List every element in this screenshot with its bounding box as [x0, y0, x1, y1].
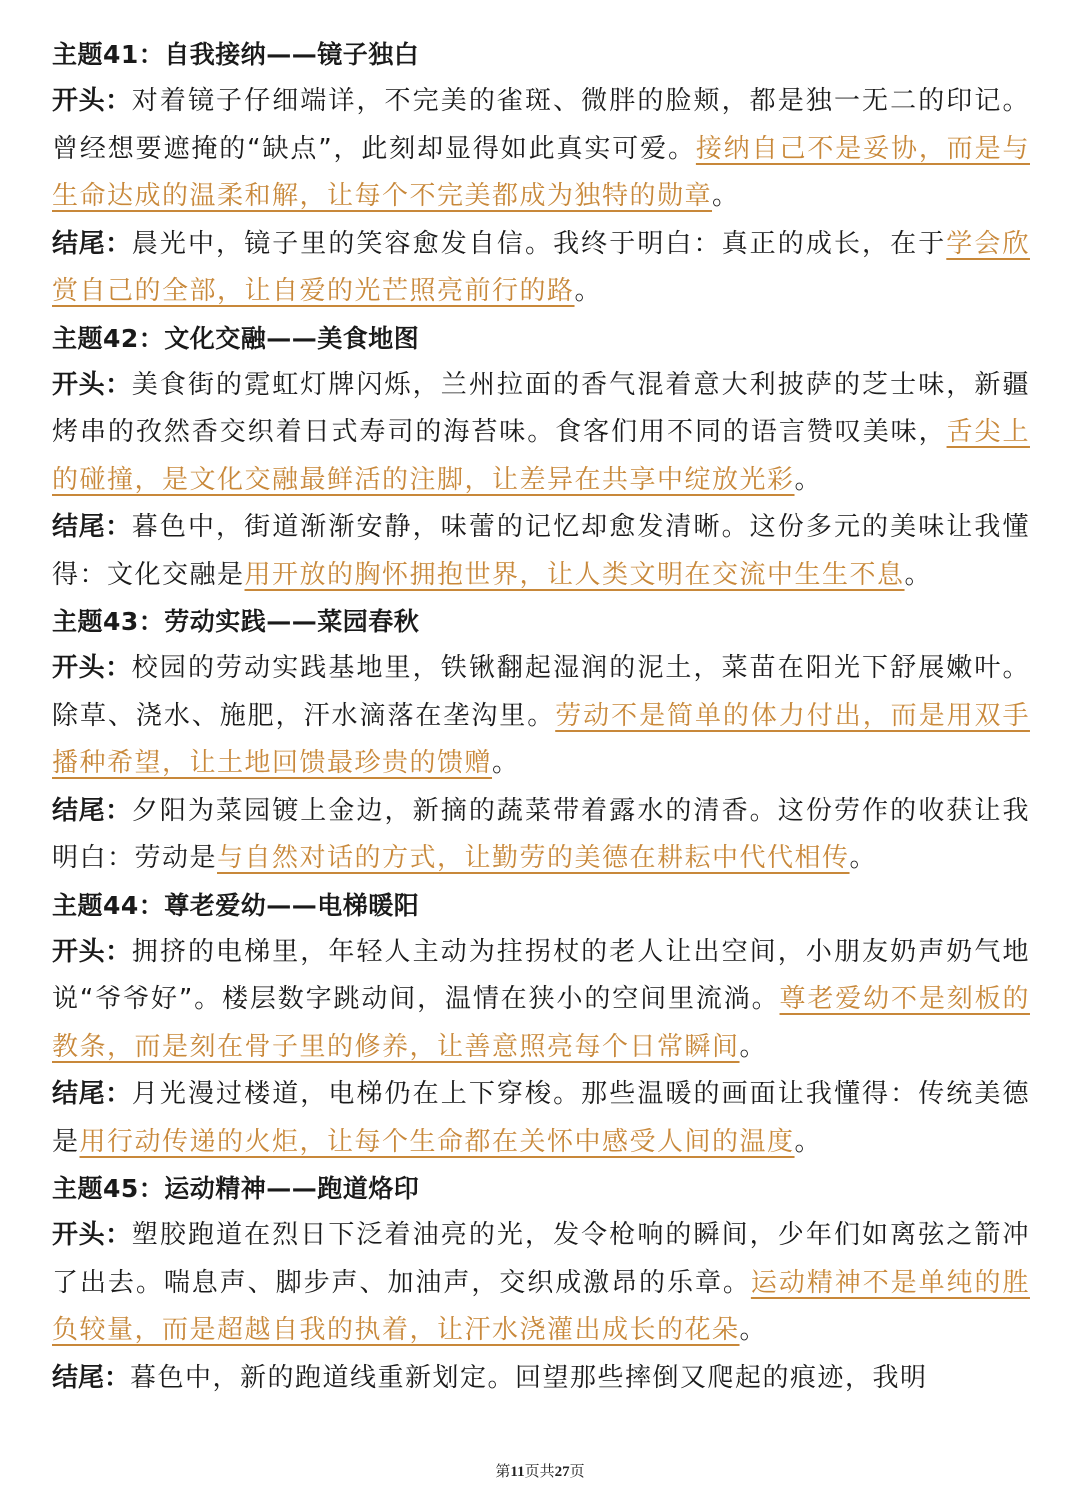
ending-paragraph — [52, 221, 1030, 316]
opening-paragraph — [52, 1212, 1030, 1355]
theme-section — [52, 1166, 1030, 1402]
highlighted-phrase: 尊老爱幼不是刻板的教条，而是刻在骨子里的修养，让善意照亮每个日常瞬间 — [52, 984, 1030, 1062]
highlighted-phrase: 与自然对话的方式，让勤劳的美德在耕耘中代代相传 — [217, 843, 850, 873]
highlighted-phrase: 接纳自己不是妥协，而是与生命达成的温柔和解，让每个不完美都成为独特的勋章 — [52, 133, 1030, 211]
ending-paragraph — [52, 788, 1030, 883]
ending-paragraph — [52, 1355, 1030, 1403]
ending-label: 结尾： — [52, 795, 132, 826]
theme-title: 主题45：运动精神——跑道烙印 — [52, 1174, 420, 1203]
highlighted-phrase: 用开放的胸怀拥抱世界，让人类文明在交流中生生不息 — [244, 559, 905, 590]
opening-paragraph — [52, 78, 1030, 221]
theme-section — [52, 599, 1030, 883]
ending-text: 暮色中，街道渐渐安静，味蕾的记忆却愈发清晰。这份多元的美味让我懂得：文化交融是 — [52, 512, 1030, 590]
opening-paragraph — [52, 929, 1030, 1072]
page-footer — [0, 1460, 1080, 1481]
total-page-number: 27 — [554, 1464, 570, 1480]
ending-paragraph — [52, 504, 1030, 599]
ending-label: 结尾： — [52, 228, 132, 259]
ending-text: 晨光中，镜子里的笑容愈发自信。我终于明白：真正的成长，在于 — [131, 228, 947, 259]
ending-label: 结尾： — [52, 1362, 131, 1393]
opening-label: 开头： — [52, 369, 132, 400]
footer-prefix: 第 — [495, 1464, 511, 1480]
opening-text: 塑胶跑道在烈日下泛着油亮的光，发令枪响的瞬间，少年们如离弦之箭冲了出去。喘息声、脚步声、加油声，交织成激昂的乐章。 — [52, 1220, 1030, 1298]
opening-tail: 。 — [739, 1031, 768, 1062]
opening-tail: 。 — [712, 181, 740, 211]
opening-label: 开头： — [52, 936, 132, 967]
highlighted-phrase: 用行动传递的火炬，让每个生命都在关怀中感受人间的温度 — [79, 1126, 795, 1157]
ending-text: 暮色中，新的跑道线重新划定。回望那些摔倒又爬起的痕迹，我明 — [130, 1362, 928, 1393]
theme-title: 主题42：文化交融——美食地图 — [52, 323, 420, 353]
highlighted-phrase: 劳动不是简单的体力付出，而是用双手播种希望，让土地回馈最珍贵的馈赠 — [52, 700, 1030, 778]
highlighted-phrase: 舌尖上的碰撞，是文化交融最鲜活的注脚，让差异在共享中绽放光彩 — [52, 417, 1030, 495]
opening-text: 对着镜子仔细端详，不完美的雀斑、微胖的脸颊，都是独一无二的印记。曾经想要遮掩的“缺点”，此刻却显得如此真实可爱。 — [52, 86, 1030, 164]
document-content — [52, 32, 1030, 1402]
ending-tail: 。 — [849, 843, 878, 873]
theme-section — [52, 316, 1030, 600]
opening-label: 开头： — [52, 1220, 132, 1250]
theme-section — [52, 32, 1030, 316]
ending-label: 结尾： — [52, 512, 132, 542]
theme-title: 主题44：尊老爱幼——电梯暖阳 — [52, 890, 420, 920]
ending-tail: 。 — [794, 1126, 823, 1157]
theme-section — [52, 883, 1030, 1167]
opening-label: 开头： — [52, 653, 132, 683]
ending-text: 夕阳为菜园镀上金边，新摘的蔬菜带着露水的清香。这份劳作的收获让我明白：劳动是 — [52, 795, 1030, 873]
opening-tail: 。 — [739, 1315, 768, 1345]
opening-text: 校园的劳动实践基地里，铁锹翻起湿润的泥土，菜苗在阳光下舒展嫩叶。除草、浇水、施肥，汗水滴落在垄沟里。 — [52, 653, 1030, 731]
footer-suffix: 页 — [569, 1464, 585, 1480]
ending-tail: 。 — [574, 276, 603, 306]
opening-text: 美食街的霓虹灯牌闪烁，兰州拉面的香气混着意大利披萨的芝士味，新疆烤串的孜然香交织着日式寿司的海苔味。食客们用不同的语言赞叹美味， — [52, 369, 1030, 447]
footer-middle: 页共 — [524, 1464, 555, 1480]
opening-text: 拥挤的电梯里，年轻人主动为拄拐杖的老人让出空间，小朋友奶声奶气地说“爷爷好”。楼层数字跳动间，温情在狭小的空间里流淌。 — [52, 936, 1030, 1014]
opening-paragraph — [52, 362, 1030, 505]
current-page-number: 11 — [510, 1464, 525, 1480]
opening-paragraph — [52, 645, 1030, 788]
highlighted-phrase: 学会欣赏自己的全部，让自爱的光芒照亮前行的路 — [52, 228, 1030, 306]
ending-tail: 。 — [904, 559, 933, 590]
theme-title: 主题43：劳动实践——菜园春秋 — [52, 607, 420, 636]
ending-paragraph — [52, 1071, 1030, 1166]
opening-label: 开头： — [52, 86, 132, 116]
opening-tail: 。 — [794, 464, 823, 495]
ending-label: 结尾： — [52, 1079, 132, 1109]
ending-text: 月光漫过楼道，电梯仍在上下穿梭。那些温暖的画面让我懂得：传统美德是 — [52, 1079, 1030, 1157]
opening-tail: 。 — [492, 748, 520, 778]
highlighted-phrase: 运动精神不是单纯的胜负较量，而是超越自我的执着，让汗水浇灌出成长的花朵 — [52, 1267, 1030, 1345]
theme-title: 主题41：自我接纳——镜子独白 — [52, 40, 420, 69]
